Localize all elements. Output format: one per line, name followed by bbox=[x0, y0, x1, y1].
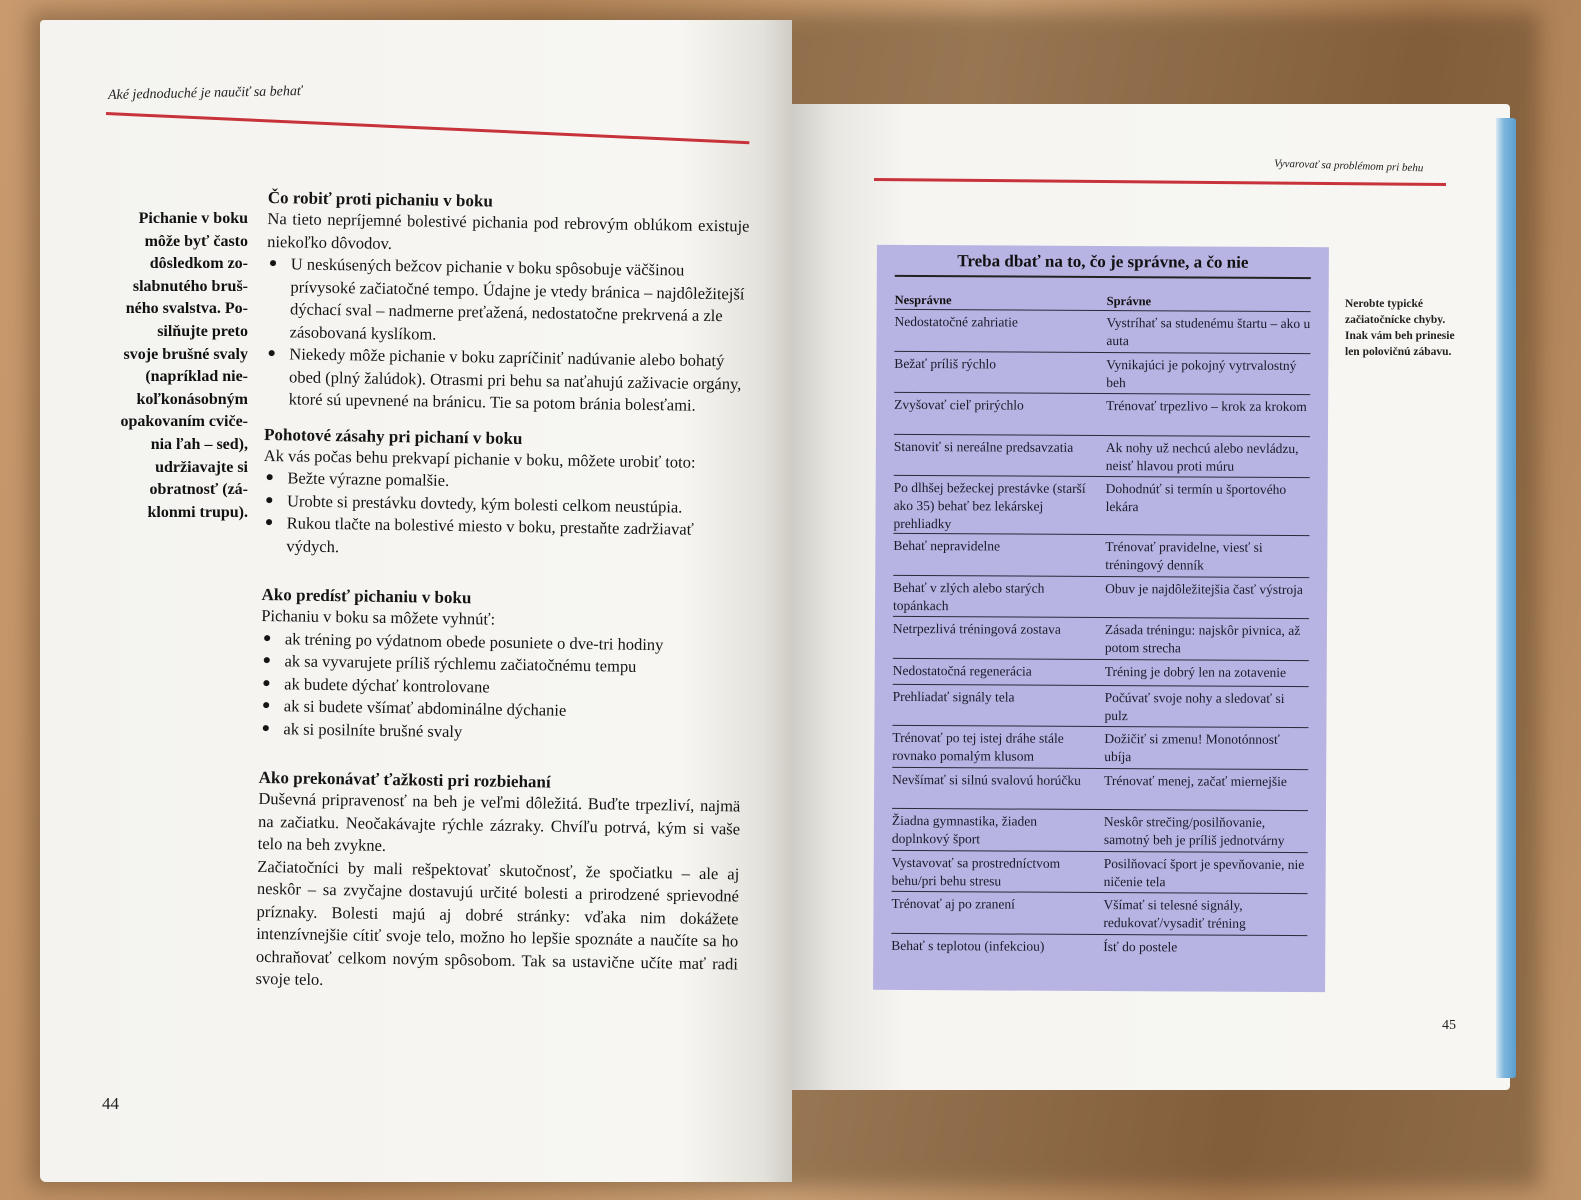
table-row bbox=[894, 350, 1310, 394]
cell-right: Počúvať svoje nohy a sledovať si pulz bbox=[1104, 689, 1285, 723]
cell-right: Vystríhať sa studenému štartu – ako u auta bbox=[1106, 315, 1311, 349]
right-page-number: 45 bbox=[1442, 1018, 1456, 1033]
cell-wrong: Stanoviť si nereálne predsavzatia bbox=[893, 438, 1074, 455]
margin-note-line: Pichanie v boku bbox=[138, 210, 248, 227]
table-rows bbox=[891, 309, 1310, 976]
section-heading: Čo robiť proti pichaniu v boku bbox=[267, 188, 494, 211]
right-header-rule bbox=[874, 178, 1446, 186]
side-note: Nerobte typické začiatočnícke chyby. Inak vám beh prinesie len polovičnú zábavu. bbox=[1345, 298, 1455, 358]
table-row bbox=[893, 533, 1309, 577]
left-header-rule bbox=[106, 112, 749, 144]
section-intro: Na tieto nepríjemné bolestivé pichania pod rebrovým oblúkom existuje niekoľko dôvodov. bbox=[267, 208, 750, 253]
list-item: ● Urobte si prestávku dovtedy, kým bolesti celkom neustúpia. bbox=[263, 489, 745, 519]
left-page-number: 44 bbox=[102, 1094, 119, 1113]
section-heading: Ako prekonávať ťažkosti pri rozbiehaní bbox=[258, 767, 551, 792]
list-item: ● ak si posilníte brušné svaly bbox=[259, 717, 741, 747]
cell-wrong: Behať v zlých alebo starých topánkach bbox=[893, 579, 1045, 613]
cell-wrong: Nedostatočná regenerácia bbox=[892, 662, 1032, 679]
list-item: ● ak tréning po výdatnom obede posuniete o dve-tri hodiny bbox=[261, 627, 743, 657]
cell-right: Neskôr strečing/posilňovanie, samotný beh je príliš jednotvárny bbox=[1103, 814, 1285, 848]
cell-wrong: Behať nepravidelne bbox=[893, 537, 1001, 554]
cell-wrong: Zvyšovať cieľ prirýchlo bbox=[894, 396, 1024, 413]
bullet-list bbox=[265, 253, 749, 418]
cell-wrong: Žiadna gymnastika, žiaden doplnkový šport bbox=[891, 812, 1038, 847]
margin-note-line: nia ľah – sed), bbox=[150, 435, 248, 453]
cell-wrong: Nedostatočné zahriatie bbox=[894, 313, 1018, 330]
section-intro: Pichaniu v boku sa môžete vyhnúť: bbox=[261, 605, 496, 629]
list-item: ● ak si budete všímať abdominálne dýchanie bbox=[260, 695, 742, 725]
margin-note-line: môže byť často bbox=[144, 232, 248, 250]
cell-right: Trénovať pravidelne, viesť si tréningový denník bbox=[1105, 539, 1263, 573]
left-page bbox=[40, 20, 792, 1182]
margin-note bbox=[80, 208, 248, 524]
table-row bbox=[892, 808, 1308, 852]
cell-right: Tréning je dobrý len na zotavenie bbox=[1104, 663, 1287, 680]
table-title-rule bbox=[895, 275, 1311, 279]
cell-wrong: Prehliadať signály tela bbox=[892, 688, 1015, 705]
cell-right: Obuv je najdôležitejšia časť výstroja bbox=[1105, 580, 1303, 597]
cell-right: Ísť do postele bbox=[1103, 938, 1178, 954]
cell-wrong: Vystavovať sa prostredníctvom behu/pri behu stresu bbox=[891, 854, 1061, 888]
list-item: ● Bežte výrazne pomalšie. bbox=[263, 467, 745, 497]
margin-note-line: obratnosť (zá- bbox=[149, 481, 248, 499]
cell-wrong: Nevšímať si silnú svalovú horúčku bbox=[892, 771, 1081, 788]
left-running-head: Aké jednoduché je naučiť sa behať bbox=[107, 83, 303, 104]
cell-right: Posilňovací šport je spevňovanie, nie ničenie tela bbox=[1103, 855, 1305, 889]
margin-note-line: klonmi trupu). bbox=[147, 503, 248, 521]
cell-right: Ak nohy už nechcú alebo nevládzu, neisť hlavou proti múru bbox=[1105, 439, 1299, 474]
table-row bbox=[891, 932, 1307, 976]
cell-wrong: Bežať príliš rýchlo bbox=[894, 355, 997, 371]
cell-wrong: Netrpezlivá tréningová zostava bbox=[892, 620, 1061, 637]
table-row bbox=[892, 766, 1308, 810]
paragraph: Začiatočníci by mali rešpektovať skutočnosť, že spočiatku – ale aj neskôr – sa zvyčajne dostavujú určité bolesti a prirodzené sprievodné príznaky. Bolesti majú aj dobré stránky: vďaka nim dokážete intenzívnejšie cítiť svoje telo, možno ho lepšie spoznáte a naučíte sa ho ochraňovať celkom novým spôsobom. Tak sa ustavične učíte mať radi svoje telo. bbox=[255, 856, 740, 989]
cell-right: Dožičiť si zmenu! Monotónnosť ubíja bbox=[1104, 731, 1280, 765]
table-row bbox=[894, 309, 1310, 353]
bullet-list bbox=[262, 467, 745, 565]
table-title: Treba dbať na to, čo je správne, a čo nie bbox=[957, 251, 1249, 272]
table-row bbox=[892, 725, 1308, 769]
table-row bbox=[893, 574, 1309, 618]
table-row bbox=[894, 433, 1310, 477]
table-row bbox=[894, 392, 1310, 436]
cell-wrong: Trénovať aj po zranení bbox=[891, 895, 1015, 912]
list-item: ● U neskúsených bežcov pichanie v boku spôsobuje väčšinou prívysoké začiatočné tempo. Údajne je vtedy bránica – najdôležitejší dýchací sval – nadmerne preťažená, nedostatočne prekrvená a zle zásobovaná kyslíkom. bbox=[266, 253, 749, 351]
tips-table bbox=[873, 245, 1329, 992]
margin-note-line: slabnutého bruš- bbox=[132, 277, 248, 295]
section-heading: Pohotové zásahy pri pichaní v boku bbox=[263, 424, 523, 448]
margin-note-line: koľkonásobným bbox=[136, 390, 248, 408]
cell-right: Zásada tréningu: najskôr pivnica, až potom strecha bbox=[1104, 622, 1301, 656]
cell-right: Dohodnúť si termín u športového lekára bbox=[1105, 481, 1287, 515]
cell-right: Trénovať menej, začať miernejšie bbox=[1104, 772, 1287, 789]
table-row bbox=[893, 616, 1309, 660]
table-row bbox=[893, 657, 1309, 685]
margin-note-line: udržiavajte si bbox=[155, 458, 248, 476]
bullet-list bbox=[259, 627, 743, 747]
column-header-wrong: Nesprávne bbox=[894, 292, 952, 308]
cell-right: Trénovať trpezlivo – krok za krokom bbox=[1106, 398, 1307, 415]
list-item: ● Niekedy môže pichanie v boku zapríčiniť nadúvanie alebo bohatý obed (plný žalúdok). Otrasmi pri behu sa naťahujú zaživacie orgány, ktoré sú upevnené na bránicu. Tie sa potom bránia bolesťami. bbox=[265, 343, 748, 418]
cell-right: Všímať si telesné signály, redukovať/vysadiť tréning bbox=[1103, 897, 1246, 931]
cell-right: Vynikajúci je pokojný vytrvalostný beh bbox=[1106, 356, 1297, 390]
table-row bbox=[891, 891, 1307, 935]
cell-wrong: Po dlhšej bežeckej prestávke (starší ako 35) behať bez lekárskej prehliadky bbox=[893, 479, 1086, 532]
cell-wrong: Behať s teplotou (infekciou) bbox=[891, 937, 1045, 954]
left-body-text bbox=[255, 188, 750, 1012]
section-intro: Ak vás počas behu prekvapí pichanie v boku, môžete urobiť toto: bbox=[263, 445, 696, 472]
table-row bbox=[893, 475, 1309, 535]
section-side-stitch bbox=[265, 188, 750, 418]
section-starting-difficulties bbox=[255, 768, 740, 998]
section-heading: Ako predísť pichaniu v boku bbox=[261, 584, 472, 608]
margin-note-line: silňujte preto bbox=[157, 322, 248, 340]
book-edge bbox=[1496, 118, 1516, 1078]
margin-note-line: dôsledkom zo- bbox=[149, 255, 248, 273]
section-quick-actions bbox=[262, 424, 746, 564]
margin-note-line: svoje brušné svaly bbox=[123, 345, 248, 363]
table-row bbox=[892, 683, 1308, 727]
section-prevention bbox=[259, 585, 743, 748]
right-running-head: Vyvarovať sa problémom pri behu bbox=[1273, 157, 1424, 175]
margin-note-line: ného svalstva. Po- bbox=[125, 300, 248, 318]
margin-note-line: opakovaním cviče- bbox=[120, 413, 248, 431]
list-item: ● ak budete dýchať kontrolovane bbox=[260, 672, 742, 702]
column-header-right: Správne bbox=[1106, 294, 1152, 309]
cell-wrong: Trénovať po tej istej dráhe stále rovnako pomalým klusom bbox=[892, 729, 1064, 764]
list-item: ● ak sa vyvarujete príliš rýchlemu začiatočnému tempu bbox=[260, 650, 742, 680]
paragraph: Duševná pripravenosť na beh je veľmi dôležitá. Buďte trpezliví, najmä na začiatku. Neočakávajte rýchle zázraky. Chvíľu potrvá, kým si vaše telo na beh zvykne. bbox=[257, 788, 741, 855]
table-row bbox=[892, 849, 1308, 893]
margin-note-line: (napríklad nie- bbox=[145, 368, 248, 386]
list-item: ● Rukou tlačte na bolestivé miesto v boku, prestaňte zadržiavať výdych. bbox=[262, 512, 745, 565]
